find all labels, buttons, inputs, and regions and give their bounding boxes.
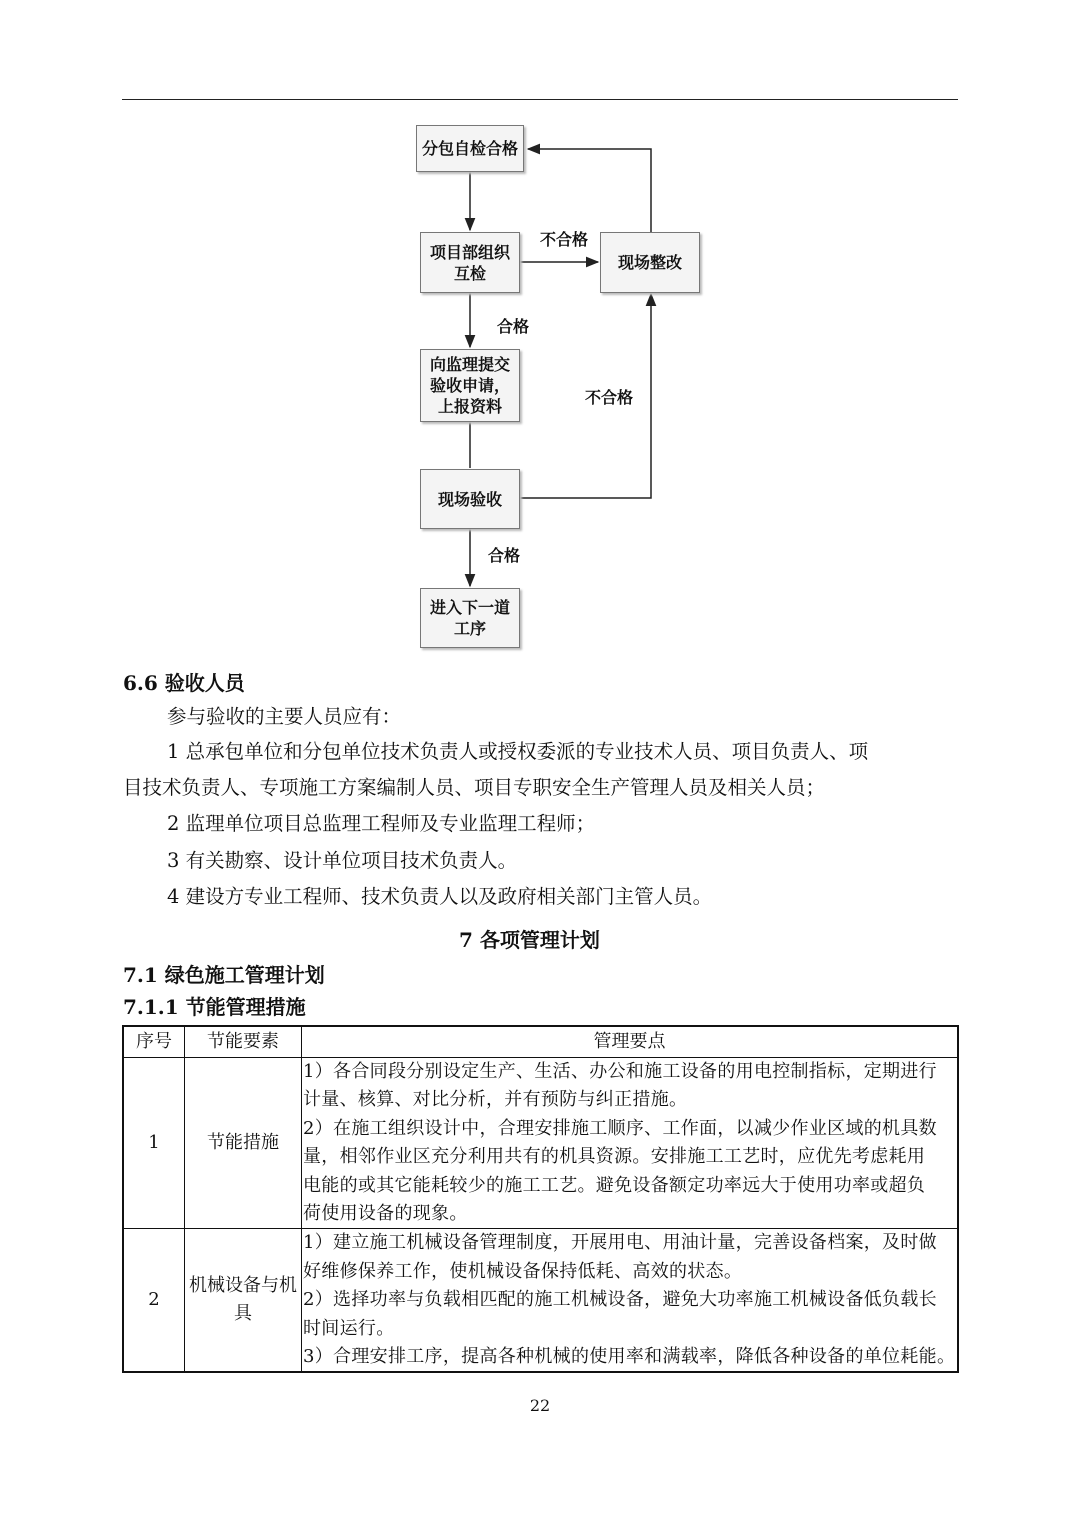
- row2-no: 2: [123, 1229, 185, 1373]
- row1-no: 1: [123, 1058, 185, 1229]
- row1-line: 荷使用设备的现象。: [303, 1203, 468, 1225]
- flowchart-connectors: [0, 0, 1080, 700]
- list-item-3: 3 有关勘察、设计单位项目技术负责人。: [167, 849, 518, 872]
- row1-points: [302, 1058, 959, 1229]
- header-element: 节能要素: [185, 1026, 302, 1058]
- row1-element: 节能措施: [185, 1058, 302, 1229]
- list-item-1-line1: 1 总承包单位和分包单位技术负责人或授权委派的专业技术人员、项目负责人、项: [167, 740, 869, 763]
- heading-7-1-1: 7.1.1 节能管理措施: [123, 995, 306, 1019]
- table-row: [123, 1229, 958, 1373]
- node-rectify: 现场整改: [600, 232, 700, 293]
- row2-element-line2: 具: [234, 1303, 252, 1325]
- arrow-rectify-to-selfcheck: [528, 149, 651, 232]
- row1-line: 1）各合同段分别设定生产、生活、办公和施工设备的用电控制指标，定期进行: [303, 1061, 937, 1082]
- page-number: 22: [529, 1396, 551, 1415]
- row2-line: 好维修保养工作，使机械设备保持低耗、高效的状态。: [303, 1260, 743, 1282]
- row1-line: 计量、核算、对比分析，并有预防与纠正措施。: [303, 1089, 688, 1111]
- label-fail-1: 不合格: [540, 230, 589, 249]
- node-submit: 向监理提交 验收申请， 上报资料: [420, 349, 520, 422]
- label-fail-2: 不合格: [585, 388, 634, 407]
- table-row: [123, 1058, 958, 1229]
- header-points: 管理要点: [302, 1026, 959, 1058]
- heading-7-1: 7.1 绿色施工管理计划: [123, 963, 325, 987]
- list-item-4: 4 建设方专业工程师、技术负责人以及政府相关部门主管人员。: [167, 885, 713, 908]
- node-next-step: 进入下一道 工序: [420, 588, 520, 648]
- row2-line: 2）选择功率与负载相匹配的施工机械设备，避免大功率施工机械设备低负载长: [303, 1289, 937, 1311]
- row1-line: 2）在施工组织设计中，合理安排施工顺序、工作面，以减少作业区域的机具数: [303, 1117, 937, 1139]
- label-pass-1: 合格: [497, 317, 530, 336]
- heading-6-6: 6.6 验收人员: [123, 671, 245, 695]
- chapter-7-title: 7 各项管理计划: [459, 928, 600, 952]
- row2-element: [185, 1229, 302, 1373]
- node-mutual-check: 项目部组织 互检: [420, 232, 520, 293]
- row2-element-line1: 机械设备与机: [189, 1275, 297, 1297]
- list-item-1-line2: 目技术负责人、专项施工方案编制人员、项目专职安全生产管理人员及相关人员；: [123, 776, 826, 799]
- node-site-acceptance: 现场验收: [420, 469, 520, 529]
- row2-line: 时间运行。: [303, 1317, 395, 1339]
- row2-points: [302, 1229, 959, 1373]
- row1-line: 量，相邻作业区充分利用共有的机具资源。安排施工工艺时，应优先考虑耗用: [303, 1146, 926, 1168]
- list-item-2: 2 监理单位项目总监理工程师及专业监理工程师；: [167, 812, 596, 835]
- header-no: 序号: [123, 1026, 185, 1058]
- table-header-row: [123, 1026, 958, 1058]
- label-pass-2: 合格: [488, 546, 521, 565]
- row2-line: 1）建立施工机械设备管理制度，开展用电、用油计量，完善设备档案，及时做: [303, 1232, 937, 1254]
- intro-paragraph: 参与验收的主要人员应有：: [167, 705, 402, 728]
- row1-line: 电能的或其它能耗较少的施工工艺。避免设备额定功率远大于使用功率或超负: [303, 1174, 926, 1196]
- row2-line: 3）合理安排工序，提高各种机械的使用率和满载率，降低各种设备的单位耗能。: [303, 1346, 956, 1368]
- energy-saving-table: [122, 1025, 959, 1373]
- node-self-check: 分包自检合格: [416, 125, 524, 172]
